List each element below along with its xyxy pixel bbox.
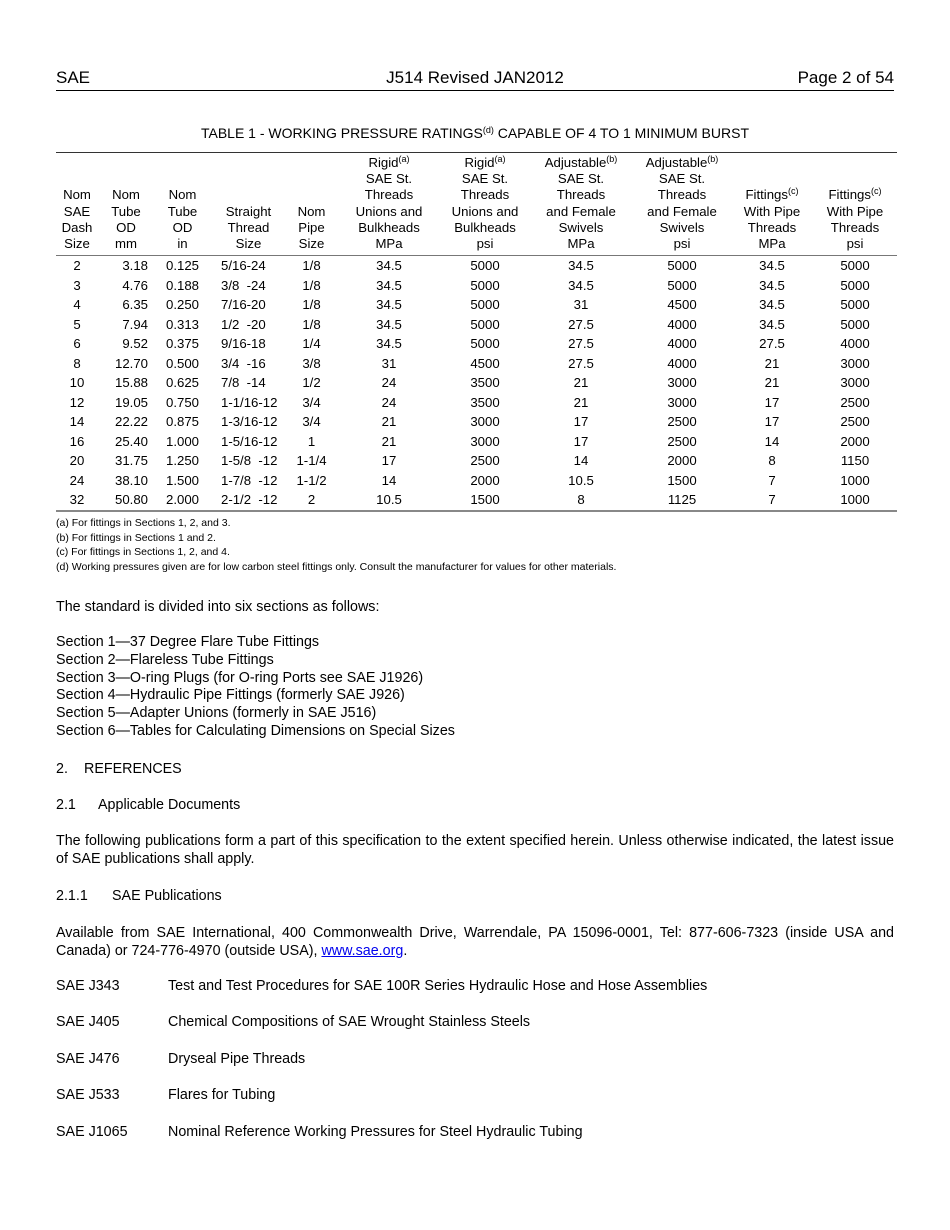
footnote-d: (d) Working pressures given are for low carbon steel fittings only. Consult the manufacturer for values for other materials. bbox=[56, 560, 617, 573]
table-row bbox=[56, 490, 897, 511]
reference-code: SAE J1065 bbox=[56, 1124, 128, 1140]
table-cell: 5000 bbox=[470, 258, 500, 274]
reference-item bbox=[56, 1087, 275, 1103]
table-cell: 17 bbox=[764, 414, 780, 430]
table-cell: 5000 bbox=[667, 277, 697, 293]
table-cell: 12 bbox=[69, 394, 85, 410]
table-row bbox=[56, 471, 897, 491]
column-header: Adjustable$^{(b)}$ SAE St. Threads and Female Swivels psi bbox=[645, 154, 719, 252]
table-cell: 1-7/8 -12 bbox=[221, 472, 278, 488]
table-cell: 2500 bbox=[840, 414, 870, 430]
table-cell: 10.5 bbox=[376, 492, 402, 508]
table-cell: 24 bbox=[381, 394, 397, 410]
table-cell: 7/8 -14 bbox=[221, 375, 266, 391]
table-cell: 1.250 bbox=[165, 453, 199, 469]
table-cell: 15.88 bbox=[114, 375, 148, 391]
table-cell: 3.18 bbox=[122, 258, 148, 274]
table-cell: 1.500 bbox=[165, 472, 199, 488]
table-cell: 27.5 bbox=[568, 355, 594, 371]
section-item: Section 3—O-ring Plugs (for O-ring Ports see SAE J1926) bbox=[56, 669, 424, 686]
footnote-ref-d: (d) bbox=[482, 125, 494, 135]
table-cell: 10 bbox=[69, 375, 85, 391]
table-cell: 25.40 bbox=[114, 433, 148, 449]
table-cell: 0.250 bbox=[165, 297, 199, 313]
table-row bbox=[56, 432, 897, 452]
table-cell: 8 bbox=[73, 355, 81, 371]
table-cell: 0.875 bbox=[165, 414, 199, 430]
table-cell: 0.188 bbox=[165, 277, 199, 293]
column-header: Adjustable$^{(b)}$ SAE St. Threads and Female Swivels MPa bbox=[544, 154, 618, 252]
table-cell: 14 bbox=[381, 472, 397, 488]
table-cell: 17 bbox=[573, 433, 589, 449]
table-cell: 14 bbox=[69, 414, 85, 430]
table-cell: 1.000 bbox=[165, 433, 199, 449]
table-cell: 34.5 bbox=[759, 258, 785, 274]
column-header: Rigid$^{(a)}$ SAE St. Threads Unions and Bulkheads MPa bbox=[355, 154, 423, 252]
table-body bbox=[56, 256, 897, 511]
table-cell: 5000 bbox=[840, 277, 870, 293]
table-cell: 3 bbox=[73, 277, 81, 293]
footnote-a: (a) For fittings in Sections 1, 2, and 3. bbox=[56, 517, 231, 529]
table-cell: 3/4 -16 bbox=[221, 355, 266, 371]
table-cell: 5/16-24 bbox=[221, 258, 266, 274]
table-cell: 6.35 bbox=[122, 297, 148, 313]
section-item: Section 4—Hydraulic Pipe Fittings (formerly SAE J926) bbox=[56, 687, 405, 704]
table-cell: 2.000 bbox=[165, 492, 199, 508]
reference-code: SAE J476 bbox=[56, 1051, 120, 1067]
table-cell: 1-5/8 -12 bbox=[221, 453, 278, 469]
table-row bbox=[56, 412, 897, 432]
column-header: Rigid$^{(a)}$ SAE St. Threads Unions and Bulkheads psi bbox=[451, 154, 519, 252]
table-cell: 7/16-20 bbox=[221, 297, 266, 313]
table-cell: 5000 bbox=[840, 258, 870, 274]
table-cell: 2-1/2 -12 bbox=[221, 492, 278, 508]
table-cell: 3/8 bbox=[302, 355, 321, 371]
table-cell: 3000 bbox=[667, 394, 697, 410]
table-cell: 21 bbox=[573, 375, 589, 391]
table-cell: 34.5 bbox=[376, 316, 402, 332]
footnote-c: (c) For fittings in Sections 1, 2, and 4. bbox=[56, 546, 230, 558]
reference-item bbox=[56, 1051, 305, 1067]
table-row bbox=[56, 276, 897, 296]
column-header: Fittings$^{(c)}$ With Pipe Threads MPa bbox=[743, 186, 801, 252]
page-header bbox=[56, 68, 894, 91]
table-cell: 4.76 bbox=[122, 277, 148, 293]
table-cell: 1500 bbox=[667, 472, 697, 488]
table-cell: 0.500 bbox=[165, 355, 199, 371]
table-cell: 32 bbox=[69, 492, 85, 508]
table-cell: 1/2 bbox=[302, 375, 321, 391]
table-cell: 3000 bbox=[470, 414, 500, 430]
reference-code: SAE J343 bbox=[56, 978, 120, 994]
table-cell: 3000 bbox=[470, 433, 500, 449]
table-cell: 10.5 bbox=[568, 472, 594, 488]
table-cell: 3000 bbox=[840, 355, 870, 371]
table-cell: 21 bbox=[381, 433, 397, 449]
table-cell: 7.94 bbox=[122, 316, 148, 332]
table-row bbox=[56, 315, 897, 335]
table-cell: 9/16-18 bbox=[221, 336, 266, 352]
table-cell: 50.80 bbox=[114, 492, 148, 508]
table-cell: 0.125 bbox=[165, 258, 199, 274]
table-row bbox=[56, 373, 897, 393]
table-row bbox=[56, 451, 897, 471]
table-row bbox=[56, 393, 897, 413]
table-cell: 1-1/2 bbox=[296, 472, 327, 488]
table-cell: 3/4 bbox=[302, 414, 321, 430]
column-header: Nom SAE Dash Size bbox=[61, 187, 93, 252]
intro-paragraph: The standard is divided into six sections as follows: bbox=[56, 599, 380, 615]
table-cell: 5000 bbox=[840, 297, 870, 313]
table-cell: 0.750 bbox=[165, 394, 199, 410]
table-cell: 1-1/16-12 bbox=[221, 394, 278, 410]
header-org: SAE bbox=[56, 68, 91, 87]
footnote-b: (b) For fittings in Sections 1 and 2. bbox=[56, 531, 216, 544]
table-cell: 5000 bbox=[470, 277, 500, 293]
table-cell: 4000 bbox=[667, 355, 697, 371]
column-header: Nom Tube OD in bbox=[167, 187, 198, 252]
heading-references: 2. REFERENCES bbox=[56, 761, 182, 777]
table-cell: 0.375 bbox=[165, 336, 199, 352]
table-cell: 34.5 bbox=[376, 277, 402, 293]
column-header: Fittings$^{(c)}$ With Pipe Threads psi bbox=[826, 186, 884, 252]
reference-code: SAE J533 bbox=[56, 1087, 120, 1103]
reference-title: Nominal Reference Working Pressures for Steel Hydraulic Tubing bbox=[168, 1124, 583, 1140]
table-cell: 3000 bbox=[667, 375, 697, 391]
table-cell: 3/8 -24 bbox=[221, 277, 266, 293]
table-cell: 14 bbox=[764, 433, 780, 449]
table-cell: 5000 bbox=[470, 316, 500, 332]
table-cell: 1125 bbox=[667, 492, 697, 508]
table-cell: 21 bbox=[573, 394, 589, 410]
reference-code: SAE J405 bbox=[56, 1014, 120, 1030]
table-header-row bbox=[56, 153, 897, 256]
table-cell: 7 bbox=[768, 472, 776, 488]
table-cell: 1000 bbox=[840, 492, 870, 508]
table-cell: 1/4 bbox=[302, 336, 321, 352]
header-doc-id: J514 Revised JAN2012 bbox=[386, 68, 564, 87]
table-cell: 2500 bbox=[667, 433, 697, 449]
reference-title: Dryseal Pipe Threads bbox=[168, 1051, 306, 1067]
table-title: TABLE 1 - WORKING PRESSURE RATINGS$^{(d)}$ CAPABLE OF 4 TO 1 MINIMUM BURST bbox=[200, 125, 750, 141]
table-cell: 5000 bbox=[840, 316, 870, 332]
table-cell: 21 bbox=[764, 355, 780, 371]
table-cell: 1/8 bbox=[302, 316, 321, 332]
table-cell: 6 bbox=[73, 336, 81, 352]
table-cell: 4500 bbox=[667, 297, 697, 313]
table-cell: 19.05 bbox=[114, 394, 148, 410]
sae-website-link[interactable]: www.sae.org bbox=[321, 943, 404, 959]
table-cell: 2000 bbox=[840, 433, 870, 449]
table-cell: 1 bbox=[307, 433, 316, 449]
table-cell: 12.70 bbox=[114, 355, 148, 371]
table-cell: 4500 bbox=[470, 355, 500, 371]
table-cell: 0.313 bbox=[165, 316, 199, 332]
reference-item bbox=[56, 1124, 583, 1140]
availability-paragraph: Available from SAE International, 400 Commonwealth Drive, Warrendale, PA 15096-0001, Tel: 877-606-7323 (inside USA and Canada) or 724-776-4970 (outside USA), www.sae.org. bbox=[56, 925, 894, 959]
reference-item bbox=[56, 1014, 530, 1030]
table-cell: 27.5 bbox=[759, 336, 785, 352]
reference-item bbox=[56, 978, 707, 994]
table-cell: 34.5 bbox=[568, 258, 594, 274]
table-cell: 1-5/16-12 bbox=[221, 433, 278, 449]
table-cell: 2500 bbox=[470, 453, 500, 469]
table-cell: 22.22 bbox=[114, 414, 148, 430]
table-cell: 17 bbox=[381, 453, 397, 469]
heading-sae-publications: 2.1.1 SAE Publications bbox=[56, 888, 222, 904]
table-cell: 27.5 bbox=[568, 336, 594, 352]
header-page-number: Page 2 of 54 bbox=[797, 68, 894, 87]
table-cell: 3500 bbox=[470, 375, 500, 391]
table-cell: 1500 bbox=[470, 492, 500, 508]
column-header: Nom Pipe Size bbox=[297, 203, 326, 252]
reference-title: Test and Test Procedures for SAE 100R Series Hydraulic Hose and Hose Assemblies bbox=[168, 978, 708, 994]
table-cell: 1-1/4 bbox=[296, 453, 327, 469]
sections-list bbox=[56, 634, 894, 741]
section-item: Section 6—Tables for Calculating Dimensions on Special Sizes bbox=[56, 722, 455, 739]
table-cell: 31.75 bbox=[114, 453, 148, 469]
table-cell: 34.5 bbox=[376, 297, 402, 313]
table-cell: 8 bbox=[577, 492, 585, 508]
table-cell: 4000 bbox=[667, 336, 697, 352]
table-cell: 5000 bbox=[470, 297, 500, 313]
table-cell: 34.5 bbox=[376, 258, 402, 274]
table-cell: 1/2 -20 bbox=[221, 316, 266, 332]
table-cell: 1/8 bbox=[302, 297, 321, 313]
section-item: Section 2—Flareless Tube Fittings bbox=[56, 651, 274, 668]
pressure-ratings-table bbox=[56, 152, 897, 512]
table-cell: 34.5 bbox=[759, 277, 785, 293]
column-header: Nom Tube OD mm bbox=[111, 187, 141, 252]
table-cell: 34.5 bbox=[568, 277, 594, 293]
table-cell: 4000 bbox=[667, 316, 697, 332]
table-cell: 1150 bbox=[840, 453, 870, 469]
table-cell: 4000 bbox=[840, 336, 870, 352]
section-item: Section 1—37 Degree Flare Tube Fittings bbox=[56, 634, 320, 650]
table-cell: 24 bbox=[69, 472, 85, 488]
column-header: Straight Thread Size bbox=[225, 203, 272, 252]
table-row bbox=[56, 256, 897, 276]
table-cell: 2 bbox=[73, 258, 81, 274]
table-cell: 38.10 bbox=[114, 472, 148, 488]
table-cell: 5 bbox=[73, 316, 81, 332]
table-row bbox=[56, 354, 897, 374]
table-cell: 20 bbox=[69, 453, 85, 469]
table-row bbox=[56, 295, 897, 315]
table-cell: 34.5 bbox=[759, 316, 785, 332]
table-cell: 34.5 bbox=[759, 297, 785, 313]
table-cell: 9.52 bbox=[122, 336, 148, 352]
table-cell: 0.625 bbox=[165, 375, 199, 391]
table-cell: 2000 bbox=[470, 472, 500, 488]
table-row bbox=[56, 334, 897, 354]
reference-title: Chemical Compositions of SAE Wrought Stainless Steels bbox=[168, 1014, 531, 1030]
table-cell: 27.5 bbox=[568, 316, 594, 332]
table-footnotes bbox=[56, 516, 616, 574]
table-cell: 34.5 bbox=[376, 336, 402, 352]
table-cell: 4 bbox=[73, 297, 81, 313]
table-cell: 31 bbox=[381, 355, 397, 371]
table-cell: 21 bbox=[764, 375, 780, 391]
table-cell: 17 bbox=[573, 414, 589, 430]
table-cell: 2500 bbox=[840, 394, 870, 410]
table-cell: 24 bbox=[381, 375, 397, 391]
reference-title: Flares for Tubing bbox=[168, 1087, 276, 1103]
table-cell: 3500 bbox=[470, 394, 500, 410]
table-cell: 1/8 bbox=[302, 258, 321, 274]
table-cell: 8 bbox=[768, 453, 776, 469]
table-cell: 2000 bbox=[667, 453, 697, 469]
table-cell: 1000 bbox=[840, 472, 870, 488]
table-cell: 1/8 bbox=[302, 277, 321, 293]
table-cell: 21 bbox=[381, 414, 397, 430]
table-cell: 1-3/16-12 bbox=[221, 414, 278, 430]
table-cell: 14 bbox=[573, 453, 589, 469]
table-cell: 2 bbox=[307, 492, 316, 508]
table-cell: 5000 bbox=[667, 258, 697, 274]
section-item: Section 5—Adapter Unions (formerly in SAE J516) bbox=[56, 705, 377, 722]
table-cell: 31 bbox=[573, 297, 589, 313]
table-cell: 17 bbox=[764, 394, 780, 410]
table-cell: 3000 bbox=[840, 375, 870, 391]
heading-applicable-documents: 2.1 Applicable Documents bbox=[56, 797, 241, 813]
table-cell: 16 bbox=[69, 433, 85, 449]
applicable-documents-paragraph: The following publications form a part of this specification to the extent specified herein. Unless otherwise indicated, the latest issue of SAE publications shall apply. bbox=[56, 833, 894, 867]
table-cell: 3/4 bbox=[302, 394, 321, 410]
table-cell: 7 bbox=[768, 492, 776, 508]
table-cell: 5000 bbox=[470, 336, 500, 352]
table-cell: 2500 bbox=[667, 414, 697, 430]
